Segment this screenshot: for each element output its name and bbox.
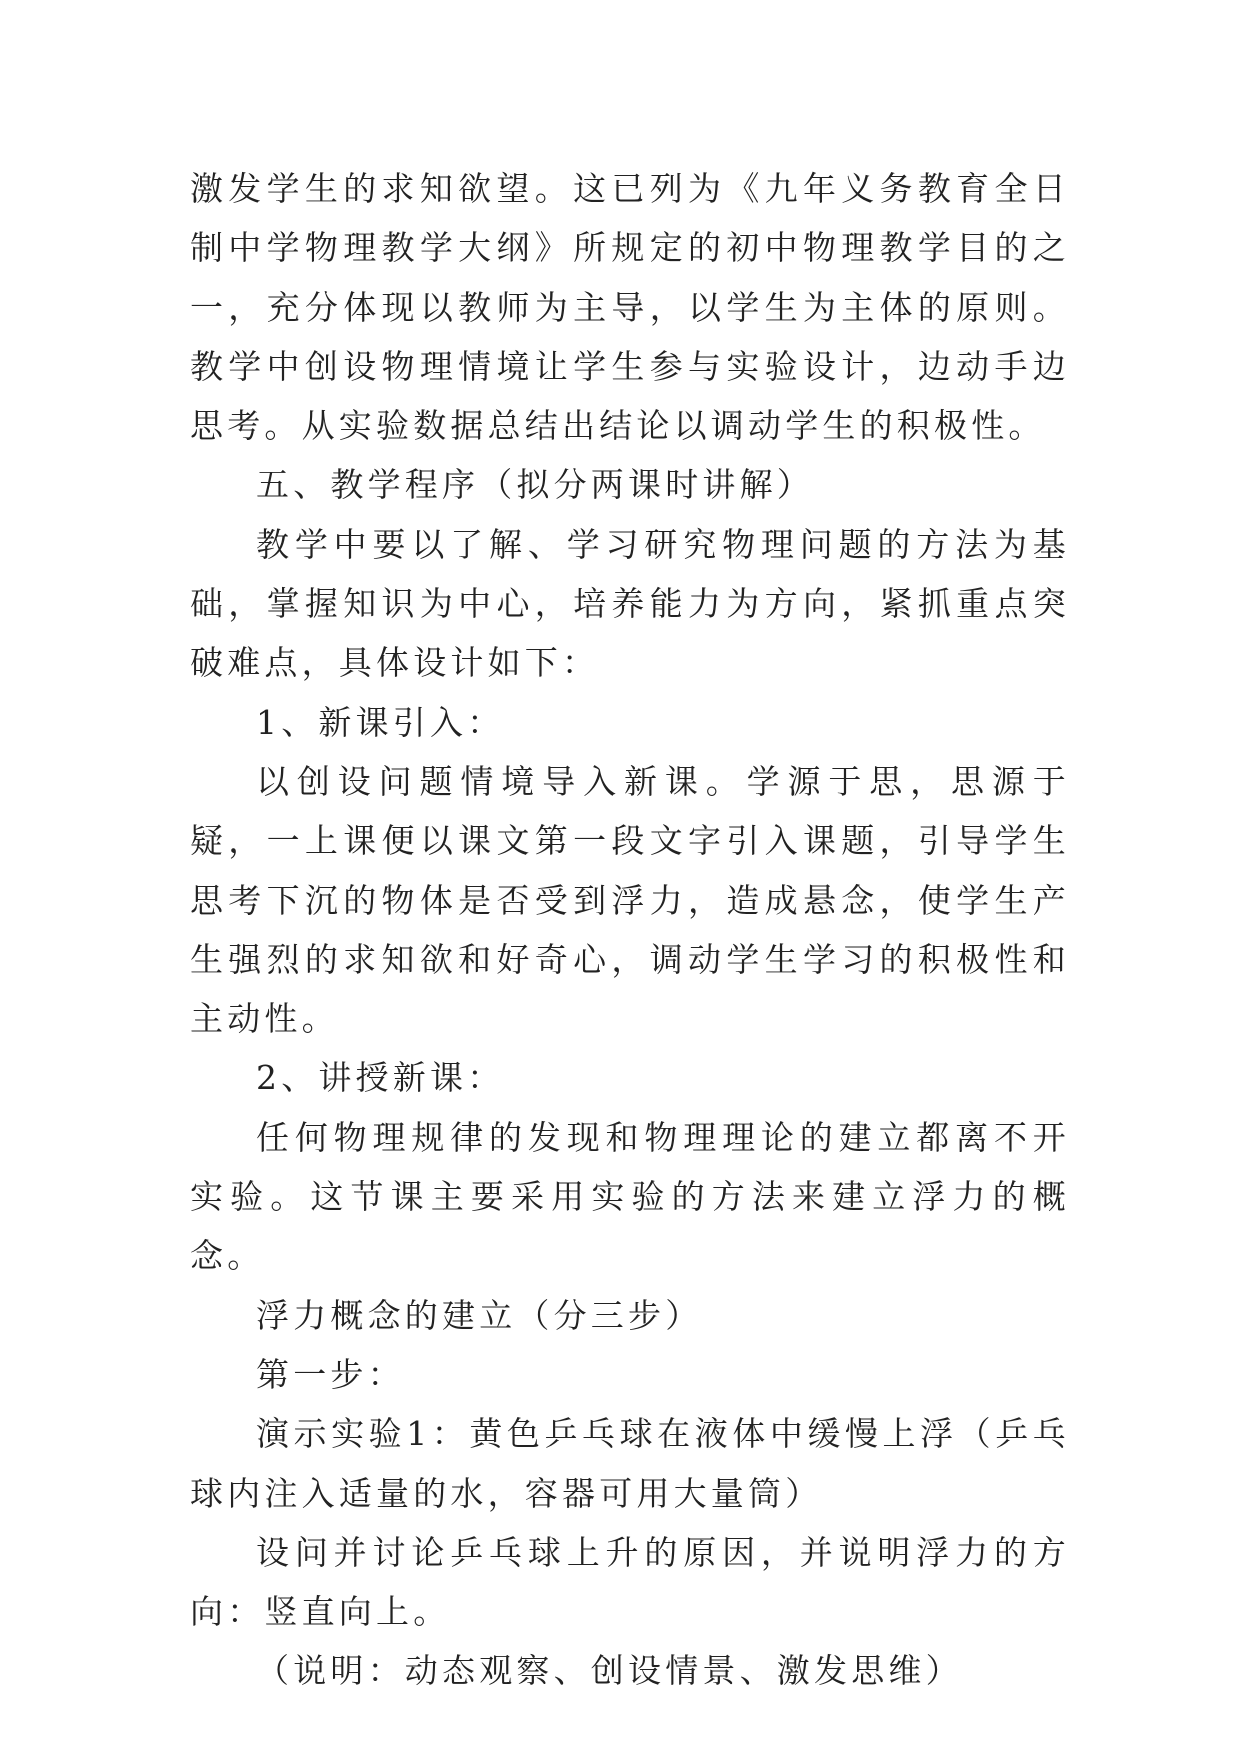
- subheading-new-lesson-intro: 1、新课引入：: [256, 702, 505, 742]
- subheading-teach-new-lesson: 2、讲授新课：: [256, 1058, 505, 1098]
- paragraph-demo-experiment-1: 演示实验1：黄色乒乓球在液体中缓慢上浮（乒乓球内注入适量的水，容器可用大量筒）: [190, 1414, 1070, 1513]
- paragraph-continuation: 激发学生的求知欲望。这已列为《九年义务教育全日制中学物理教学大纲》所规定的初中物理教学目的之一，充分体现以教师为主导，以学生为主体的原则。教学中创设物理情境让学生参与实验设计，边动手边思考。从实验数据总结出结论以调动学生的积极性。: [190, 169, 1070, 446]
- paragraph-lesson-intro: 以创设问题情境导入新课。学源于思，思源于疑，一上课便以课文第一段文字引入课题，引导学生思考下沉的物体是否受到浮力，造成悬念，使学生产生强烈的求知欲和好奇心，调动学生学习的积极性和主动性。: [190, 761, 1070, 1039]
- paragraph-note: （说明：动态观察、创设情景、激发思维）: [256, 1651, 963, 1691]
- subheading-step-one: 第一步：: [256, 1354, 405, 1394]
- subheading-buoyancy-concept: 浮力概念的建立（分三步）: [256, 1295, 703, 1335]
- document-body: [190, 159, 1070, 1701]
- section-heading-teaching-procedure: 五、教学程序（拟分两课时讲解）: [256, 465, 814, 505]
- paragraph-discussion: 设问并讨论乒乓球上升的原因，并说明浮力的方向：竖直向上。: [190, 1532, 1070, 1632]
- paragraph-experiment-method: 任何物理规律的发现和物理理论的建立都离不开实验。这节课主要采用实验的方法来建立浮力的概念。: [190, 1117, 1070, 1276]
- paragraph-teaching-design: 教学中要以了解、学习研究物理问题的方法为基础，掌握知识为中心，培养能力为方向，紧抓重点突破难点，具体设计如下：: [190, 524, 1070, 683]
